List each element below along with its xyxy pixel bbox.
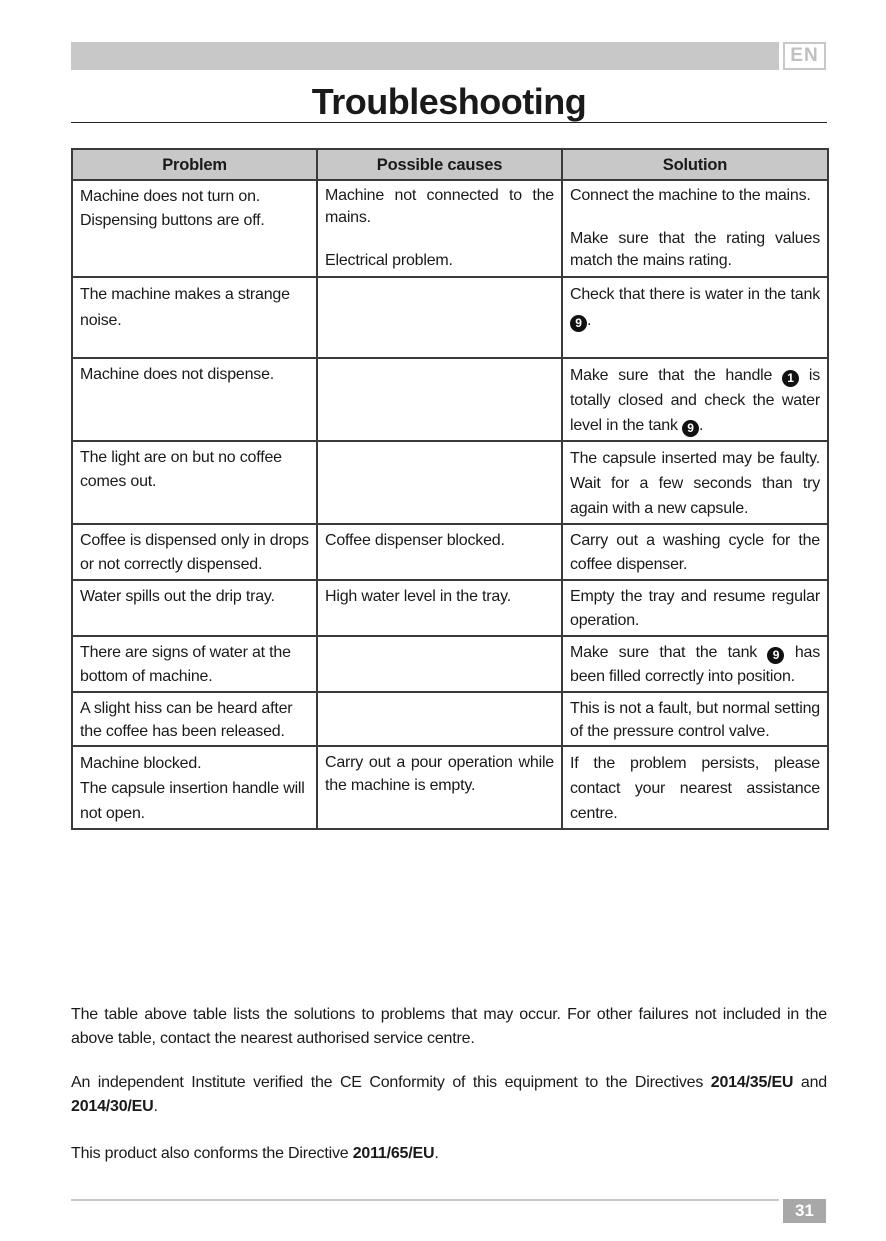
problem-text: The machine makes a strange noise. [80, 286, 290, 329]
problem-cell [72, 180, 317, 277]
problem-cell [72, 746, 317, 829]
directive-code: 2014/35/EU [710, 1074, 794, 1091]
cause-text: Machine not connected to the mains. [325, 187, 554, 226]
table-row [72, 636, 828, 692]
table-row [72, 180, 828, 277]
problem-text: The light are on but no coffee comes out. [80, 449, 282, 490]
solution-text: Make sure that the handle [570, 367, 773, 384]
solution-cell [562, 441, 828, 524]
table-row [72, 358, 828, 441]
tank-reference-icon: 9 [682, 420, 699, 437]
note-paragraph: The table above table lists the solutions to problems that may occur. For other failures not included in the above table, contact the nearest authorised service centre. [71, 1006, 827, 1047]
solution-text: Carry out a washing cycle for the coffee dispenser. [570, 532, 820, 573]
handle-reference-icon: 1 [782, 370, 799, 387]
directive-code: 2011/65/EU [352, 1145, 435, 1162]
problem-cell [72, 358, 317, 441]
solution-text: The capsule inserted may be faulty. Wait for a few seconds than try again with a new capsule. [570, 450, 820, 517]
ce-conformity-note: An independent Institute verified the CE Conformity of this equipment to the Directives 2014/35/EU and 2014/30/EU. [71, 1074, 827, 1115]
solution-text: Connect the machine to the mains. [570, 187, 811, 204]
footnotes [71, 1003, 827, 1166]
solution-cell: Check that there is water in the tank 9 . [562, 277, 828, 358]
rohs-note: This product also conforms the Directive 2011/65/EU. [71, 1145, 439, 1162]
problem-text: Machine does not dispense. [80, 366, 275, 383]
cause-cell [317, 746, 562, 829]
solution-cell [562, 692, 828, 746]
problem-cell [72, 580, 317, 636]
table-header-row [72, 149, 828, 180]
footer-divider [71, 1199, 779, 1201]
cause-cell [317, 524, 562, 580]
solution-cell [562, 580, 828, 636]
solution-text: Check that there is water in the tank [570, 286, 820, 303]
solution-text: Empty the tray and resume regular operation. [570, 588, 820, 629]
cause-text: Carry out a pour operation while the machine is empty. [325, 754, 554, 794]
problem-text: A slight hiss can be heard after the coffee has been released. [80, 700, 293, 740]
problem-cell [72, 692, 317, 746]
solution-cell: Make sure that the handle 1 is totally closed and check the water level in the tank 9 . [562, 358, 828, 441]
tank-reference-icon: 9 [570, 315, 587, 332]
solution-text: If the problem persists, please contact your nearest assistance centre. [570, 755, 820, 822]
page-title: Troubleshooting [311, 81, 587, 122]
problem-text: The capsule insertion handle will not open. [80, 780, 305, 822]
header-bar [71, 42, 779, 70]
table-row [72, 524, 828, 580]
troubleshooting-table [71, 148, 829, 830]
table-row [72, 746, 828, 829]
cause-cell [317, 277, 562, 358]
solution-text: Make sure that the tank [570, 644, 758, 661]
cause-cell [317, 180, 562, 277]
problem-text: Coffee is dispensed only in drops or not correctly dispensed. [80, 532, 309, 573]
solution-cell [562, 636, 828, 692]
problem-text: Machine does not turn on. [80, 188, 261, 205]
solution-cell [562, 524, 828, 580]
table-row [72, 580, 828, 636]
cause-text: Coffee dispenser blocked. [325, 532, 505, 549]
cause-cell [317, 636, 562, 692]
page-number: 31 [783, 1199, 826, 1223]
problem-text: Water spills out the drip tray. [80, 588, 275, 605]
solution-text: is totally closed and check the water level in the tank [570, 367, 821, 434]
tank-reference-icon: 9 [767, 647, 784, 664]
cause-cell [317, 692, 562, 746]
cause-text: Electrical problem. [325, 252, 453, 269]
problem-cell [72, 277, 317, 358]
problem-text: Dispensing buttons are off. [80, 212, 265, 229]
directive-code: 2014/30/EU [71, 1098, 154, 1115]
solution-text: This is not a fault, but normal setting of the pressure control valve. [570, 700, 820, 740]
problem-text: Machine blocked. [80, 755, 202, 772]
cause-text: High water level in the tray. [325, 588, 511, 605]
cause-cell [317, 441, 562, 524]
table-row [72, 692, 828, 746]
column-header-solution: Solution [562, 149, 828, 180]
cause-cell [317, 358, 562, 441]
column-header-causes: Possible causes [317, 149, 562, 180]
problem-cell [72, 441, 317, 524]
table-row [72, 441, 828, 524]
table-row [72, 277, 828, 358]
solution-cell [562, 180, 828, 277]
problem-cell [72, 636, 317, 692]
title-divider [71, 122, 827, 123]
solution-text: has been filled correctly into position. [570, 644, 821, 685]
solution-text: Make sure that the rating values match the mains rating. [570, 230, 820, 269]
solution-cell [562, 746, 828, 829]
problem-text: There are signs of water at the bottom of machine. [80, 644, 291, 685]
language-badge: EN [783, 42, 826, 70]
problem-cell [72, 524, 317, 580]
column-header-problem: Problem [72, 149, 317, 180]
cause-cell [317, 580, 562, 636]
